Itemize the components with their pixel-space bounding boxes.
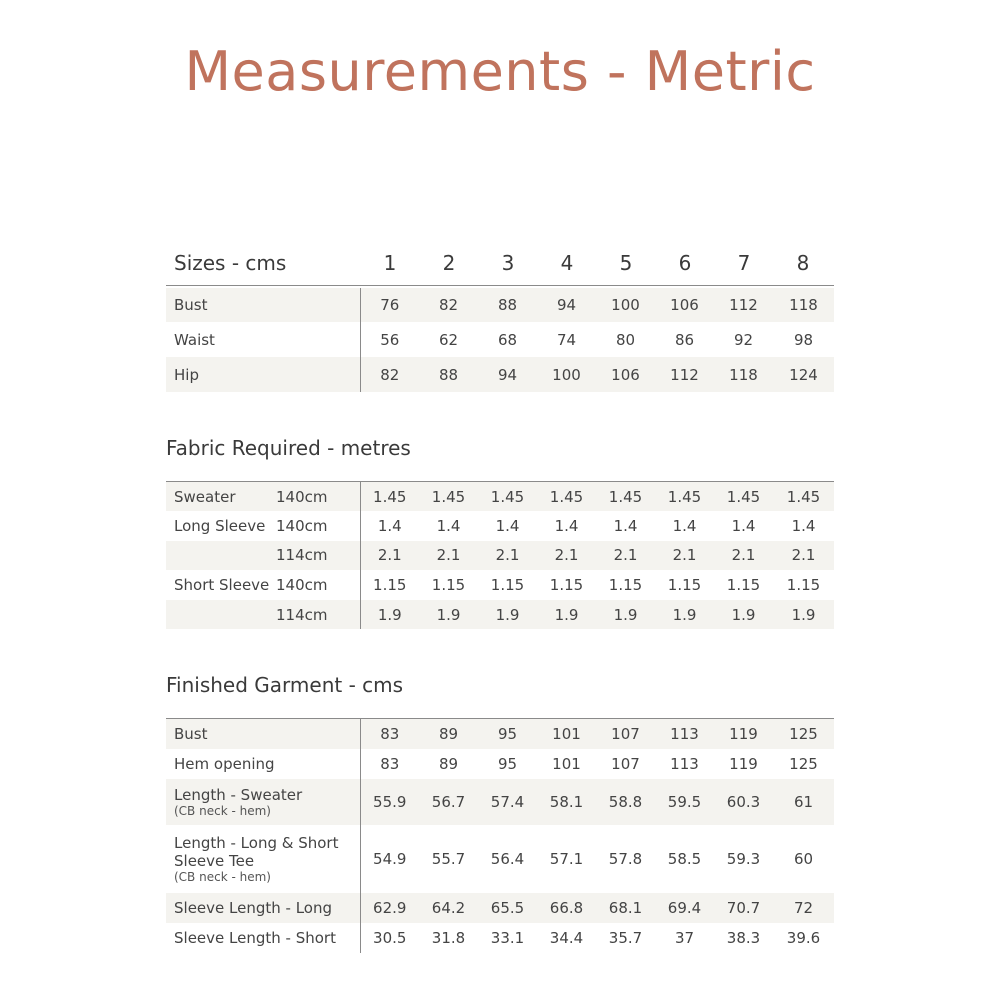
cell-value: 69.4 bbox=[655, 893, 714, 923]
size-3-header: 3 bbox=[501, 251, 515, 275]
table-row bbox=[166, 719, 834, 749]
table-row bbox=[166, 600, 834, 630]
cell-value: 1.15 bbox=[373, 576, 407, 595]
cell-value: 89 bbox=[419, 719, 478, 749]
cell-value: 65.5 bbox=[478, 893, 537, 923]
table-row bbox=[166, 825, 834, 893]
cell-value: 57.8 bbox=[608, 849, 643, 868]
cell-value: 1.9 bbox=[478, 600, 537, 630]
table-row bbox=[166, 322, 834, 357]
cell-value: 1.4 bbox=[495, 516, 520, 535]
size-6-header: 6 bbox=[678, 251, 692, 275]
cell-value: 119 bbox=[729, 754, 758, 773]
cell-value: 1.15 bbox=[786, 576, 821, 595]
cell-value: 57.4 bbox=[478, 779, 537, 825]
cell-value: 1.45 bbox=[478, 482, 537, 512]
table-row bbox=[166, 482, 834, 512]
cell-value: 1.9 bbox=[360, 600, 419, 630]
cell-value: 62 bbox=[438, 330, 459, 349]
cell-value: 118 bbox=[773, 288, 834, 322]
cell-value: 1.45 bbox=[773, 482, 834, 512]
cell-value: 107 bbox=[596, 719, 655, 749]
cell-value: 112 bbox=[655, 357, 714, 392]
cell-value: 62.9 bbox=[360, 893, 419, 923]
body-measurements-table bbox=[166, 288, 834, 392]
cell-value: 1.45 bbox=[419, 482, 478, 512]
cell-value: 1.15 bbox=[667, 576, 702, 595]
fabric-width: 114cm bbox=[276, 600, 360, 630]
cell-value: 61 bbox=[773, 779, 834, 825]
cell-value: 106 bbox=[596, 357, 655, 392]
cell-value: 54.9 bbox=[373, 849, 407, 868]
row-note: (CB neck - hem) bbox=[174, 869, 271, 884]
cell-value: 57.1 bbox=[549, 849, 584, 868]
row-label: Long Sleeve bbox=[174, 516, 266, 535]
cell-value: 1.15 bbox=[431, 576, 466, 595]
fabric-table bbox=[166, 481, 834, 629]
cell-value: 2.1 bbox=[478, 541, 537, 571]
cell-value: 56 bbox=[380, 330, 400, 349]
table-row bbox=[166, 923, 834, 953]
cell-value: 88 bbox=[419, 357, 478, 392]
cell-value: 1.15 bbox=[549, 576, 584, 595]
cell-value: 58.5 bbox=[667, 849, 702, 868]
cell-value: 113 bbox=[670, 754, 699, 773]
table-row bbox=[166, 357, 834, 392]
fabric-width: 114cm bbox=[276, 541, 360, 571]
cell-value: 55.7 bbox=[431, 849, 466, 868]
cell-value: 1.4 bbox=[554, 516, 579, 535]
cell-value: 82 bbox=[419, 288, 478, 322]
cell-value: 68 bbox=[497, 330, 518, 349]
fabric-width: 140cm bbox=[276, 511, 360, 541]
cell-value: 113 bbox=[655, 719, 714, 749]
fabric-section-title: Fabric Required - metres bbox=[166, 436, 411, 460]
cell-value: 1.9 bbox=[714, 600, 773, 630]
cell-value: 1.4 bbox=[791, 516, 816, 535]
size-4-header: 4 bbox=[560, 251, 574, 275]
cell-value: 1.4 bbox=[613, 516, 638, 535]
cell-value: 59.5 bbox=[655, 779, 714, 825]
cell-value: 1.4 bbox=[436, 516, 461, 535]
cell-value: 37 bbox=[674, 928, 695, 947]
table-row bbox=[166, 288, 834, 322]
cell-value: 34.4 bbox=[549, 928, 584, 947]
fabric-width: 140cm bbox=[276, 482, 360, 512]
cell-value: 98 bbox=[793, 330, 814, 349]
row-label-text: Sleeve Length - Short bbox=[174, 928, 336, 947]
cell-value: 2.1 bbox=[419, 541, 478, 571]
cell-value: 89 bbox=[438, 754, 459, 773]
cell-value: 74 bbox=[556, 330, 577, 349]
cell-value: 124 bbox=[773, 357, 834, 392]
row-label bbox=[166, 923, 360, 953]
cell-value: 1.4 bbox=[377, 516, 402, 535]
table-row bbox=[166, 541, 834, 571]
cell-value: 39.6 bbox=[786, 928, 821, 947]
cell-value: 35.7 bbox=[608, 928, 643, 947]
cell-value: 70.7 bbox=[714, 893, 773, 923]
row-label bbox=[166, 779, 360, 825]
cell-value: 106 bbox=[655, 288, 714, 322]
size-5-header: 5 bbox=[619, 251, 633, 275]
cell-value: 100 bbox=[596, 288, 655, 322]
cell-value: 80 bbox=[615, 330, 636, 349]
row-label-text: Sleeve Length - Long bbox=[174, 898, 333, 917]
cell-value: 1.45 bbox=[714, 482, 773, 512]
row-label bbox=[166, 893, 360, 923]
size-2-header: 2 bbox=[442, 251, 456, 275]
cell-value: 60.3 bbox=[714, 779, 773, 825]
cell-value: 101 bbox=[537, 719, 596, 749]
garment-table bbox=[166, 718, 834, 953]
cell-value: 1.45 bbox=[596, 482, 655, 512]
page-title: Measurements - Metric bbox=[184, 40, 816, 103]
cell-value: 125 bbox=[789, 754, 818, 773]
sizes-header-label: Sizes - cms bbox=[174, 251, 287, 275]
cell-value: 119 bbox=[714, 719, 773, 749]
row-label-text: Bust bbox=[174, 724, 208, 743]
cell-value: 118 bbox=[714, 357, 773, 392]
cell-value: 2.1 bbox=[537, 541, 596, 571]
row-label bbox=[166, 541, 276, 571]
cell-value: 2.1 bbox=[596, 541, 655, 571]
cell-value: 68.1 bbox=[596, 893, 655, 923]
row-label: Hip bbox=[166, 357, 360, 392]
cell-value: 1.9 bbox=[596, 600, 655, 630]
cell-value: 1.9 bbox=[773, 600, 834, 630]
row-label bbox=[166, 749, 360, 779]
row-label bbox=[166, 719, 360, 749]
row-label bbox=[166, 600, 276, 630]
size-7-header: 7 bbox=[737, 251, 751, 275]
cell-value: 56.7 bbox=[419, 779, 478, 825]
cell-value: 56.4 bbox=[490, 849, 525, 868]
cell-value: 1.15 bbox=[608, 576, 643, 595]
cell-value: 38.3 bbox=[726, 928, 761, 947]
cell-value: 83 bbox=[360, 719, 419, 749]
cell-value: 1.45 bbox=[655, 482, 714, 512]
cell-value: 95 bbox=[497, 754, 518, 773]
row-label: Waist bbox=[166, 322, 360, 357]
table-row bbox=[166, 511, 834, 541]
cell-value: 1.15 bbox=[490, 576, 525, 595]
cell-value: 92 bbox=[733, 330, 754, 349]
cell-value: 94 bbox=[478, 357, 537, 392]
sizes-header bbox=[166, 247, 834, 286]
cell-value: 1.9 bbox=[655, 600, 714, 630]
cell-value: 55.9 bbox=[360, 779, 419, 825]
cell-value: 2.1 bbox=[360, 541, 419, 571]
cell-value: 94 bbox=[537, 288, 596, 322]
row-label-text: Hem opening bbox=[174, 754, 275, 773]
cell-value: 31.8 bbox=[431, 928, 466, 947]
table-row bbox=[166, 893, 834, 923]
cell-value: 82 bbox=[360, 357, 419, 392]
row-label-text: Length - Sweater bbox=[174, 785, 303, 804]
row-label: Sweater bbox=[166, 482, 276, 512]
cell-value: 107 bbox=[611, 754, 640, 773]
cell-value: 58.1 bbox=[537, 779, 596, 825]
table-row bbox=[166, 570, 834, 600]
cell-value: 1.45 bbox=[537, 482, 596, 512]
fabric-width: 140cm bbox=[276, 570, 360, 600]
cell-value: 1.4 bbox=[731, 516, 756, 535]
cell-value: 72 bbox=[773, 893, 834, 923]
cell-value: 2.1 bbox=[714, 541, 773, 571]
cell-value: 58.8 bbox=[596, 779, 655, 825]
cell-value: 1.9 bbox=[537, 600, 596, 630]
cell-value: 59.3 bbox=[726, 849, 761, 868]
cell-value: 30.5 bbox=[373, 928, 407, 947]
row-label-text: Length - Long & Short Sleeve Tee bbox=[174, 833, 339, 870]
cell-value: 2.1 bbox=[655, 541, 714, 571]
table-row bbox=[166, 779, 834, 825]
cell-value: 1.45 bbox=[360, 482, 419, 512]
row-label: Bust bbox=[166, 288, 360, 322]
cell-value: 2.1 bbox=[773, 541, 834, 571]
row-label bbox=[166, 825, 360, 893]
size-1-header: 1 bbox=[383, 251, 397, 275]
cell-value: 86 bbox=[674, 330, 695, 349]
cell-value: 60 bbox=[793, 849, 814, 868]
cell-value: 100 bbox=[537, 357, 596, 392]
cell-value: 101 bbox=[552, 754, 581, 773]
row-note: (CB neck - hem) bbox=[174, 803, 271, 818]
cell-value: 125 bbox=[773, 719, 834, 749]
table-row bbox=[166, 749, 834, 779]
cell-value: 83 bbox=[380, 754, 400, 773]
cell-value: 95 bbox=[478, 719, 537, 749]
cell-value: 1.9 bbox=[419, 600, 478, 630]
cell-value: 33.1 bbox=[490, 928, 525, 947]
size-8-header: 8 bbox=[796, 251, 810, 275]
cell-value: 66.8 bbox=[537, 893, 596, 923]
cell-value: 88 bbox=[478, 288, 537, 322]
cell-value: 64.2 bbox=[419, 893, 478, 923]
cell-value: 76 bbox=[360, 288, 419, 322]
cell-value: 1.4 bbox=[672, 516, 697, 535]
garment-section-title: Finished Garment - cms bbox=[166, 673, 404, 697]
cell-value: 1.15 bbox=[726, 576, 761, 595]
row-label: Short Sleeve bbox=[174, 576, 270, 595]
cell-value: 112 bbox=[714, 288, 773, 322]
